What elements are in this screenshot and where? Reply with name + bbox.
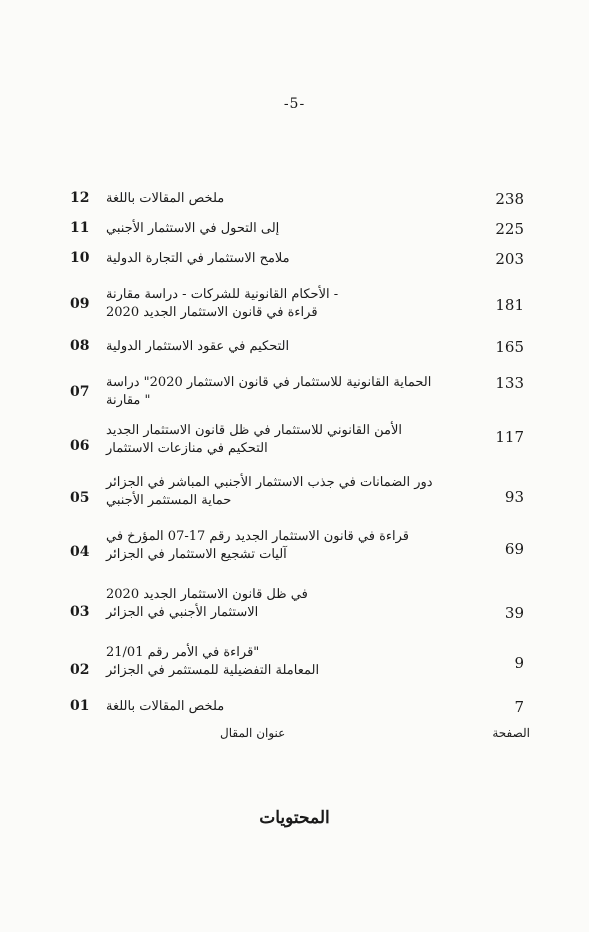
toc-row-page: 203 <box>495 250 524 268</box>
toc-header-title: عنوان المقال <box>220 726 286 740</box>
toc-row-page: 7 <box>514 698 524 716</box>
toc-row-page: 39 <box>504 604 524 622</box>
toc-row-number: 10 <box>70 250 90 266</box>
toc-row-title: في ظل قانون الاستثمار الجديد 2020 الاستثمار الأجنبي في الجزائر <box>106 587 308 620</box>
toc-row-title: ملامح الاستثمار في التجارة الدولية <box>106 251 290 266</box>
toc-row-number: 06 <box>70 438 90 454</box>
section-title: المحتويات <box>259 808 330 828</box>
toc-row-page: 181 <box>495 296 524 314</box>
toc-row <box>70 286 530 326</box>
toc-row <box>70 528 530 568</box>
toc-row-number: 05 <box>70 490 90 506</box>
toc-row-page: 133 <box>495 374 524 392</box>
toc-row <box>70 220 530 242</box>
toc-row <box>70 698 530 720</box>
toc-row <box>70 250 530 272</box>
toc-row <box>70 338 530 360</box>
toc-row-number: 07 <box>70 384 90 400</box>
toc-column-headers <box>70 726 530 746</box>
toc-row <box>70 586 530 626</box>
toc-row-page: 69 <box>504 540 524 558</box>
toc-row-number: 02 <box>70 662 90 678</box>
page-number: -5- <box>283 96 306 112</box>
toc-row-title: الحماية القانونية للاستثمار في قانون الاستثمار 2020" دراسة مقارنة " <box>106 375 432 408</box>
toc-row-title: ملخص المقالات باللغة <box>106 191 225 206</box>
toc-row <box>70 190 530 212</box>
toc-row-title: قراءة في الأمر رقم 21/01" المعاملة التفضيلية للمستثمر في الجزائر <box>106 645 320 678</box>
toc-row-number: 04 <box>70 544 90 560</box>
toc-row-number: 03 <box>70 604 90 620</box>
toc-header-page: الصفحة <box>492 726 530 740</box>
toc-row-number: 09 <box>70 296 90 312</box>
toc-row-title: إلى التحول في الاستثمار الأجنبي <box>106 221 280 236</box>
toc-row-page: 93 <box>504 488 524 506</box>
toc-row-page: 238 <box>495 190 524 208</box>
toc-row-title: الأحكام القانونية للشركات - دراسة مقارنة - قراءة في قانون الاستثمار الجديد 2020 <box>106 287 339 320</box>
toc-row-page: 117 <box>495 428 524 446</box>
toc-row-number: 12 <box>70 190 90 206</box>
toc-row <box>70 374 530 414</box>
toc-row-title: التحكيم في عقود الاستثمار الدولية <box>106 339 290 354</box>
toc-row <box>70 644 530 684</box>
toc-row <box>70 422 530 462</box>
toc-row-page: 225 <box>495 220 524 238</box>
toc-row-page: 165 <box>495 338 524 356</box>
toc-row-number: 11 <box>70 220 90 236</box>
toc-row-number: 01 <box>70 698 90 714</box>
toc-row-title: دور الضمانات في جذب الاستثمار الأجنبي المباشر في الجزائر حماية المستثمر الأجنبي <box>106 475 433 508</box>
toc-row-title: الأمن القانوني للاستثمار في ظل قانون الاستثمار الجديد التحكيم في منازعات الاستثمار <box>106 423 402 456</box>
toc-row-number: 08 <box>70 338 90 354</box>
toc-row-title: قراءة في قانون الاستثمار الجديد رقم 17-07 المؤرخ في آليات تشجيع الاستثمار في الجزائر <box>106 529 410 562</box>
toc-row-page: 9 <box>514 654 524 672</box>
toc-row <box>70 474 530 514</box>
toc-row-title: ملخص المقالات باللغة <box>106 699 225 714</box>
